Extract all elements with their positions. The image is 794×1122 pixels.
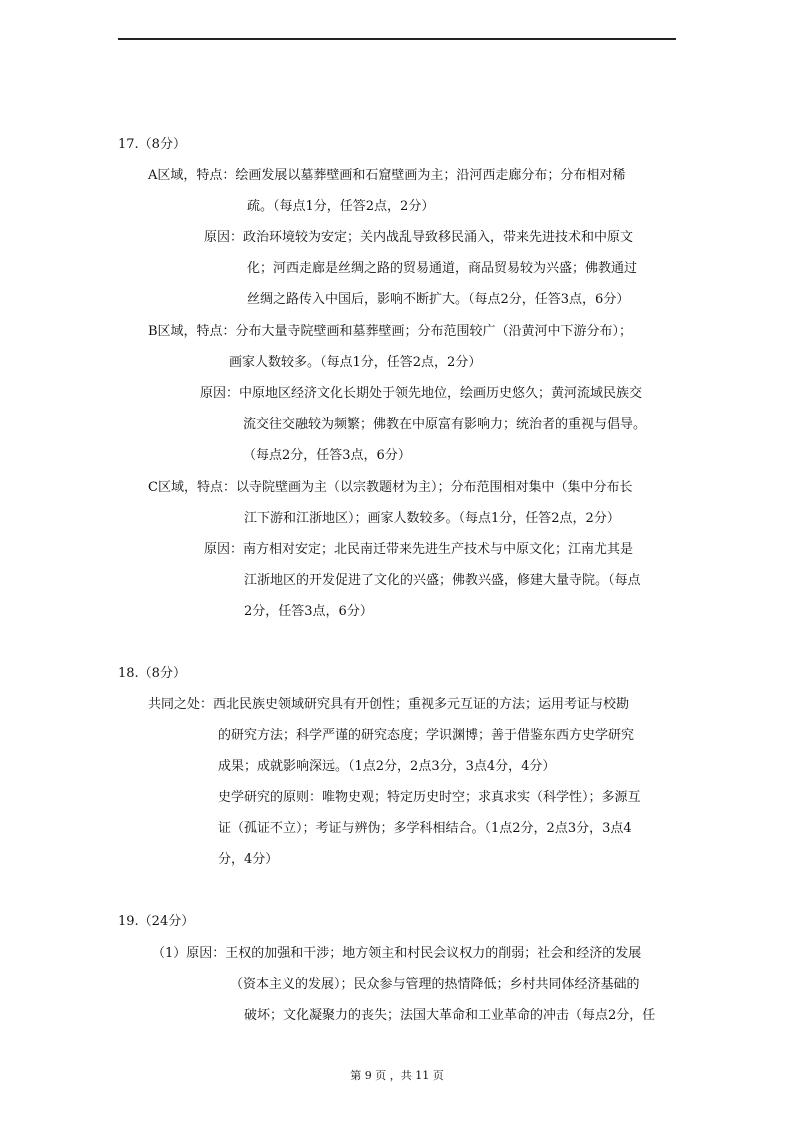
q18-common-line-2: 的研究方法；科学严谨的研究态度；学识渊博；善于借鉴东西方史学研究 [218,728,635,743]
q17-b-feature-line-1: B区域，特点：分布大量寺院壁画和墓葬壁画；分布范围较广（沿黄河中下游分布）； [148,324,633,339]
q18-principle-line-3: 分，4分） [218,852,279,867]
q17-a-reason-line-3: 丝绸之路传入中国后，影响不断扩大。（每点2分，任答3点，6分） [247,292,630,307]
q17-c-reason-line-2: 江浙地区的开发促进了文化的兴盛；佛教兴盛，修建大量寺院。（每点 [244,573,641,588]
q17-a-feature-line-1: A区域，特点：绘画发展以墓葬壁画和石窟壁画为主；沿河西走廊分布；分布相对稀 [148,168,626,183]
q18-principle-line-1: 史学研究的原则：唯物史观；特定历史时空；求真求实（科学性）；多源互 [218,790,641,805]
q17-b-reason-line-2: 流交往交融较为频繁；佛教在中原富有影响力；统治者的重视与倡导。 [243,417,647,432]
q19-header: 19.（24分） [118,914,195,929]
q17-b-reason-line-3: （每点2分，任答3点，6分） [243,448,411,463]
q18-principle-line-2: 证（孤证不立）；考证与辨伪；多学科相结合。（1点2分，2点3分，3点4 [218,821,632,836]
q17-b-feature-line-2: 画家人数较多。（每点1分，任答2点，2分） [229,355,482,370]
q18-header: 18.（8分） [118,666,186,681]
q19-part1-line-1: （1）原因：王权的加强和干涉；地方领主和村民会议权力的削弱；社会和经济的发展 [152,946,642,961]
header-rule [118,38,676,40]
q17-c-reason-line-1: 原因：南方相对安定；北民南迁带来先进生产技术与中原文化；江南尤其是 [204,542,634,557]
q17-c-reason-line-3: 2分，任答3点，6分） [244,604,373,619]
q17-a-feature-line-2: 疏。（每点1分，任答2点，2分） [247,199,435,214]
q18-common-line-1: 共同之处：西北民族史领域研究具有开创性；重视多元互证的方法；运用考证与校勘 [148,697,630,712]
q18-common-line-3: 成果；成就影响深远。（1点2分，2点3分，3点4分，4分） [218,759,556,774]
q17-header: 17.（8分） [118,137,186,152]
q17-a-reason-line-2: 化；河西走廊是丝绸之路的贸易通道，商品贸易较为兴盛；佛教通过 [247,261,638,276]
q19-part1-line-2: （资本主义的发展）；民众参与管理的热情降低；乡村共同体经济基础的 [230,977,640,992]
q17-c-feature-line-1: C区域，特点：以寺院壁画为主（以宗教题材为主）；分布范围相对集中（集中分布长 [148,480,633,495]
q17-c-feature-line-2: 江下游和江浙地区）；画家人数较多。（每点1分，任答2点，2分） [244,511,620,526]
q19-part1-line-3: 破坏；文化凝聚力的丧失；法国大革命和工业革命的冲击（每点2分，任 [244,1008,656,1023]
q17-a-reason-line-1: 原因：政治环境较为安定；关内战乱导致移民涌入，带来先进技术和中原文 [204,230,634,245]
q17-b-reason-line-1: 原因：中原地区经济文化长期处于领先地位，绘画历史悠久；黄河流域民族交 [200,386,643,401]
page-number: 第 9 页 ，共 11 页 [350,1069,444,1082]
